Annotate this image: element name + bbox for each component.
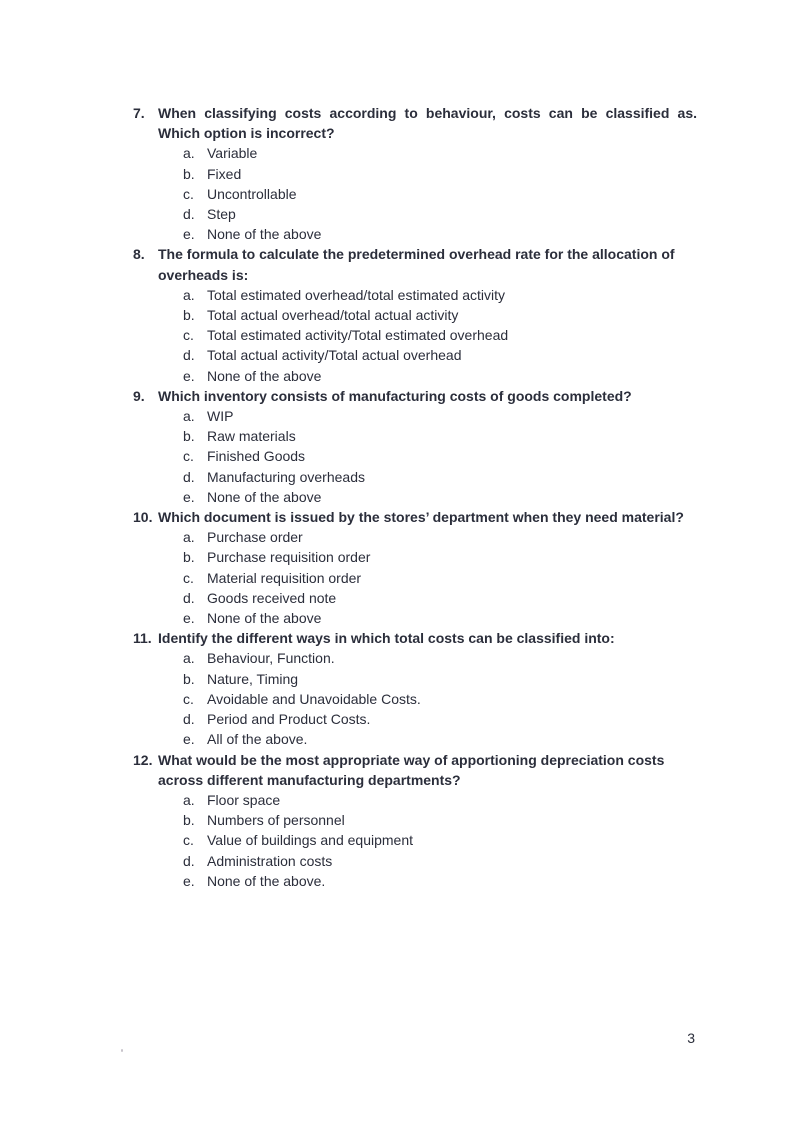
answer-option <box>183 588 697 608</box>
option-letter: c. <box>183 569 194 586</box>
answer-option <box>183 709 697 729</box>
answer-option <box>183 143 697 163</box>
option-letter: d. <box>183 852 195 869</box>
question-text: Which document is issued by the stores’ department when they need material? <box>158 509 684 526</box>
answer-option <box>183 790 697 810</box>
question-text: The formula to calculate the predetermined overhead rate for the allocation of overheads is: <box>158 246 675 283</box>
option-letter: b. <box>183 307 195 324</box>
option-letter: c. <box>183 690 194 707</box>
option-letter: d. <box>183 468 195 485</box>
option-list <box>183 648 697 749</box>
option-text: None of the above <box>207 367 322 384</box>
option-text: Nature, Timing <box>207 670 299 687</box>
option-text: Manufacturing overheads <box>207 468 365 485</box>
answer-option <box>183 547 697 567</box>
option-text: Goods received note <box>207 589 337 606</box>
option-letter: e. <box>183 872 195 889</box>
question-number: 8. <box>133 246 145 263</box>
answer-option <box>183 406 697 426</box>
option-text: Uncontrollable <box>207 185 297 202</box>
answer-option <box>183 689 697 709</box>
answer-option <box>183 487 697 507</box>
answer-option <box>183 325 697 345</box>
question-block <box>133 750 697 891</box>
question-heading <box>133 628 697 648</box>
option-list <box>183 406 697 507</box>
option-letter: c. <box>183 448 194 465</box>
answer-option <box>183 184 697 204</box>
option-letter: e. <box>183 610 195 627</box>
option-list <box>183 527 697 628</box>
answer-option <box>183 426 697 446</box>
question-block <box>133 507 697 628</box>
question-heading <box>133 103 697 143</box>
option-text: Behaviour, Function. <box>207 650 335 667</box>
option-list <box>183 790 697 891</box>
answer-option <box>183 305 697 325</box>
option-letter: e. <box>183 367 195 384</box>
option-text: Numbers of personnel <box>207 812 345 829</box>
question-text: Which inventory consists of manufacturing costs of goods completed? <box>158 387 632 404</box>
question-block <box>133 628 697 749</box>
option-text: Floor space <box>207 791 281 808</box>
option-text: Period and Product Costs. <box>207 711 371 728</box>
option-letter: b. <box>183 812 195 829</box>
answer-option <box>183 446 697 466</box>
option-letter: a. <box>183 791 195 808</box>
answer-option <box>183 285 697 305</box>
question-block <box>133 386 697 507</box>
option-text: Avoidable and Unavoidable Costs. <box>207 690 421 707</box>
answer-option <box>183 224 697 244</box>
answer-option <box>183 366 697 386</box>
answer-option <box>183 648 697 668</box>
answer-option <box>183 851 697 871</box>
option-letter: a. <box>183 650 195 667</box>
answer-option <box>183 810 697 830</box>
question-text: Identify the different ways in which total costs can be classified into: <box>158 630 615 647</box>
option-text: Step <box>207 206 236 223</box>
option-letter: d. <box>183 711 195 728</box>
scan-artifact-dot <box>121 1049 123 1052</box>
option-text: Variable <box>207 145 258 162</box>
option-letter: b. <box>183 549 195 566</box>
answer-option <box>183 204 697 224</box>
question-list <box>133 103 697 891</box>
question-block <box>133 103 697 244</box>
option-letter: a. <box>183 408 195 425</box>
option-list <box>183 285 697 386</box>
option-text: Finished Goods <box>207 448 306 465</box>
answer-option <box>183 164 697 184</box>
question-number: 10. <box>133 509 153 526</box>
option-letter: d. <box>183 589 195 606</box>
option-text: None of the above <box>207 610 322 627</box>
option-letter: a. <box>183 145 195 162</box>
option-text: Total actual overhead/total actual activity <box>207 307 459 324</box>
option-text: Value of buildings and equipment <box>207 832 414 849</box>
question-block <box>133 244 697 385</box>
question-number: 7. <box>133 105 145 121</box>
option-text: Fixed <box>207 165 242 182</box>
page-number: 3 <box>687 1030 695 1046</box>
option-letter: b. <box>183 670 195 687</box>
answer-option <box>183 608 697 628</box>
answer-option <box>183 467 697 487</box>
option-letter: c. <box>183 832 194 849</box>
option-letter: d. <box>183 206 195 223</box>
option-text: Total estimated overhead/total estimated activity <box>207 286 506 303</box>
question-number: 12. <box>133 751 153 768</box>
option-text: None of the above <box>207 488 322 505</box>
option-letter: a. <box>183 529 195 546</box>
option-text: None of the above <box>207 226 322 243</box>
answer-option <box>183 568 697 588</box>
option-letter: c. <box>183 327 194 344</box>
answer-option <box>183 729 697 749</box>
answer-option <box>183 830 697 850</box>
question-number: 11. <box>133 630 152 647</box>
answer-option <box>183 871 697 891</box>
option-text: Purchase order <box>207 529 303 546</box>
option-letter: d. <box>183 347 195 364</box>
question-heading <box>133 750 697 790</box>
option-text: Administration costs <box>207 852 333 869</box>
option-text: Total actual activity/Total actual overhead <box>207 347 462 364</box>
option-letter: b. <box>183 428 195 445</box>
option-text: None of the above. <box>207 872 326 889</box>
option-text: Raw materials <box>207 428 296 445</box>
answer-option <box>183 669 697 689</box>
option-text: Total estimated activity/Total estimated overhead <box>207 327 509 344</box>
option-letter: c. <box>183 185 194 202</box>
option-text: All of the above. <box>207 731 308 748</box>
question-text: When classifying costs according to behaviour, costs can be classified as. Which option is incorrect? <box>158 105 697 142</box>
option-letter: e. <box>183 731 195 748</box>
option-letter: e. <box>183 226 195 243</box>
question-heading <box>133 244 697 284</box>
option-text: Material requisition order <box>207 569 362 586</box>
question-number: 9. <box>133 387 145 404</box>
option-letter: a. <box>183 286 195 303</box>
question-heading <box>133 507 697 527</box>
answer-option <box>183 345 697 365</box>
option-list <box>183 143 697 244</box>
option-letter: e. <box>183 488 195 505</box>
option-text: Purchase requisition order <box>207 549 371 566</box>
answer-option <box>183 527 697 547</box>
question-text: What would be the most appropriate way of apportioning depreciation costs across different manufacturing departments? <box>158 751 665 788</box>
question-heading <box>133 386 697 406</box>
option-letter: b. <box>183 165 195 182</box>
option-text: WIP <box>207 408 234 425</box>
